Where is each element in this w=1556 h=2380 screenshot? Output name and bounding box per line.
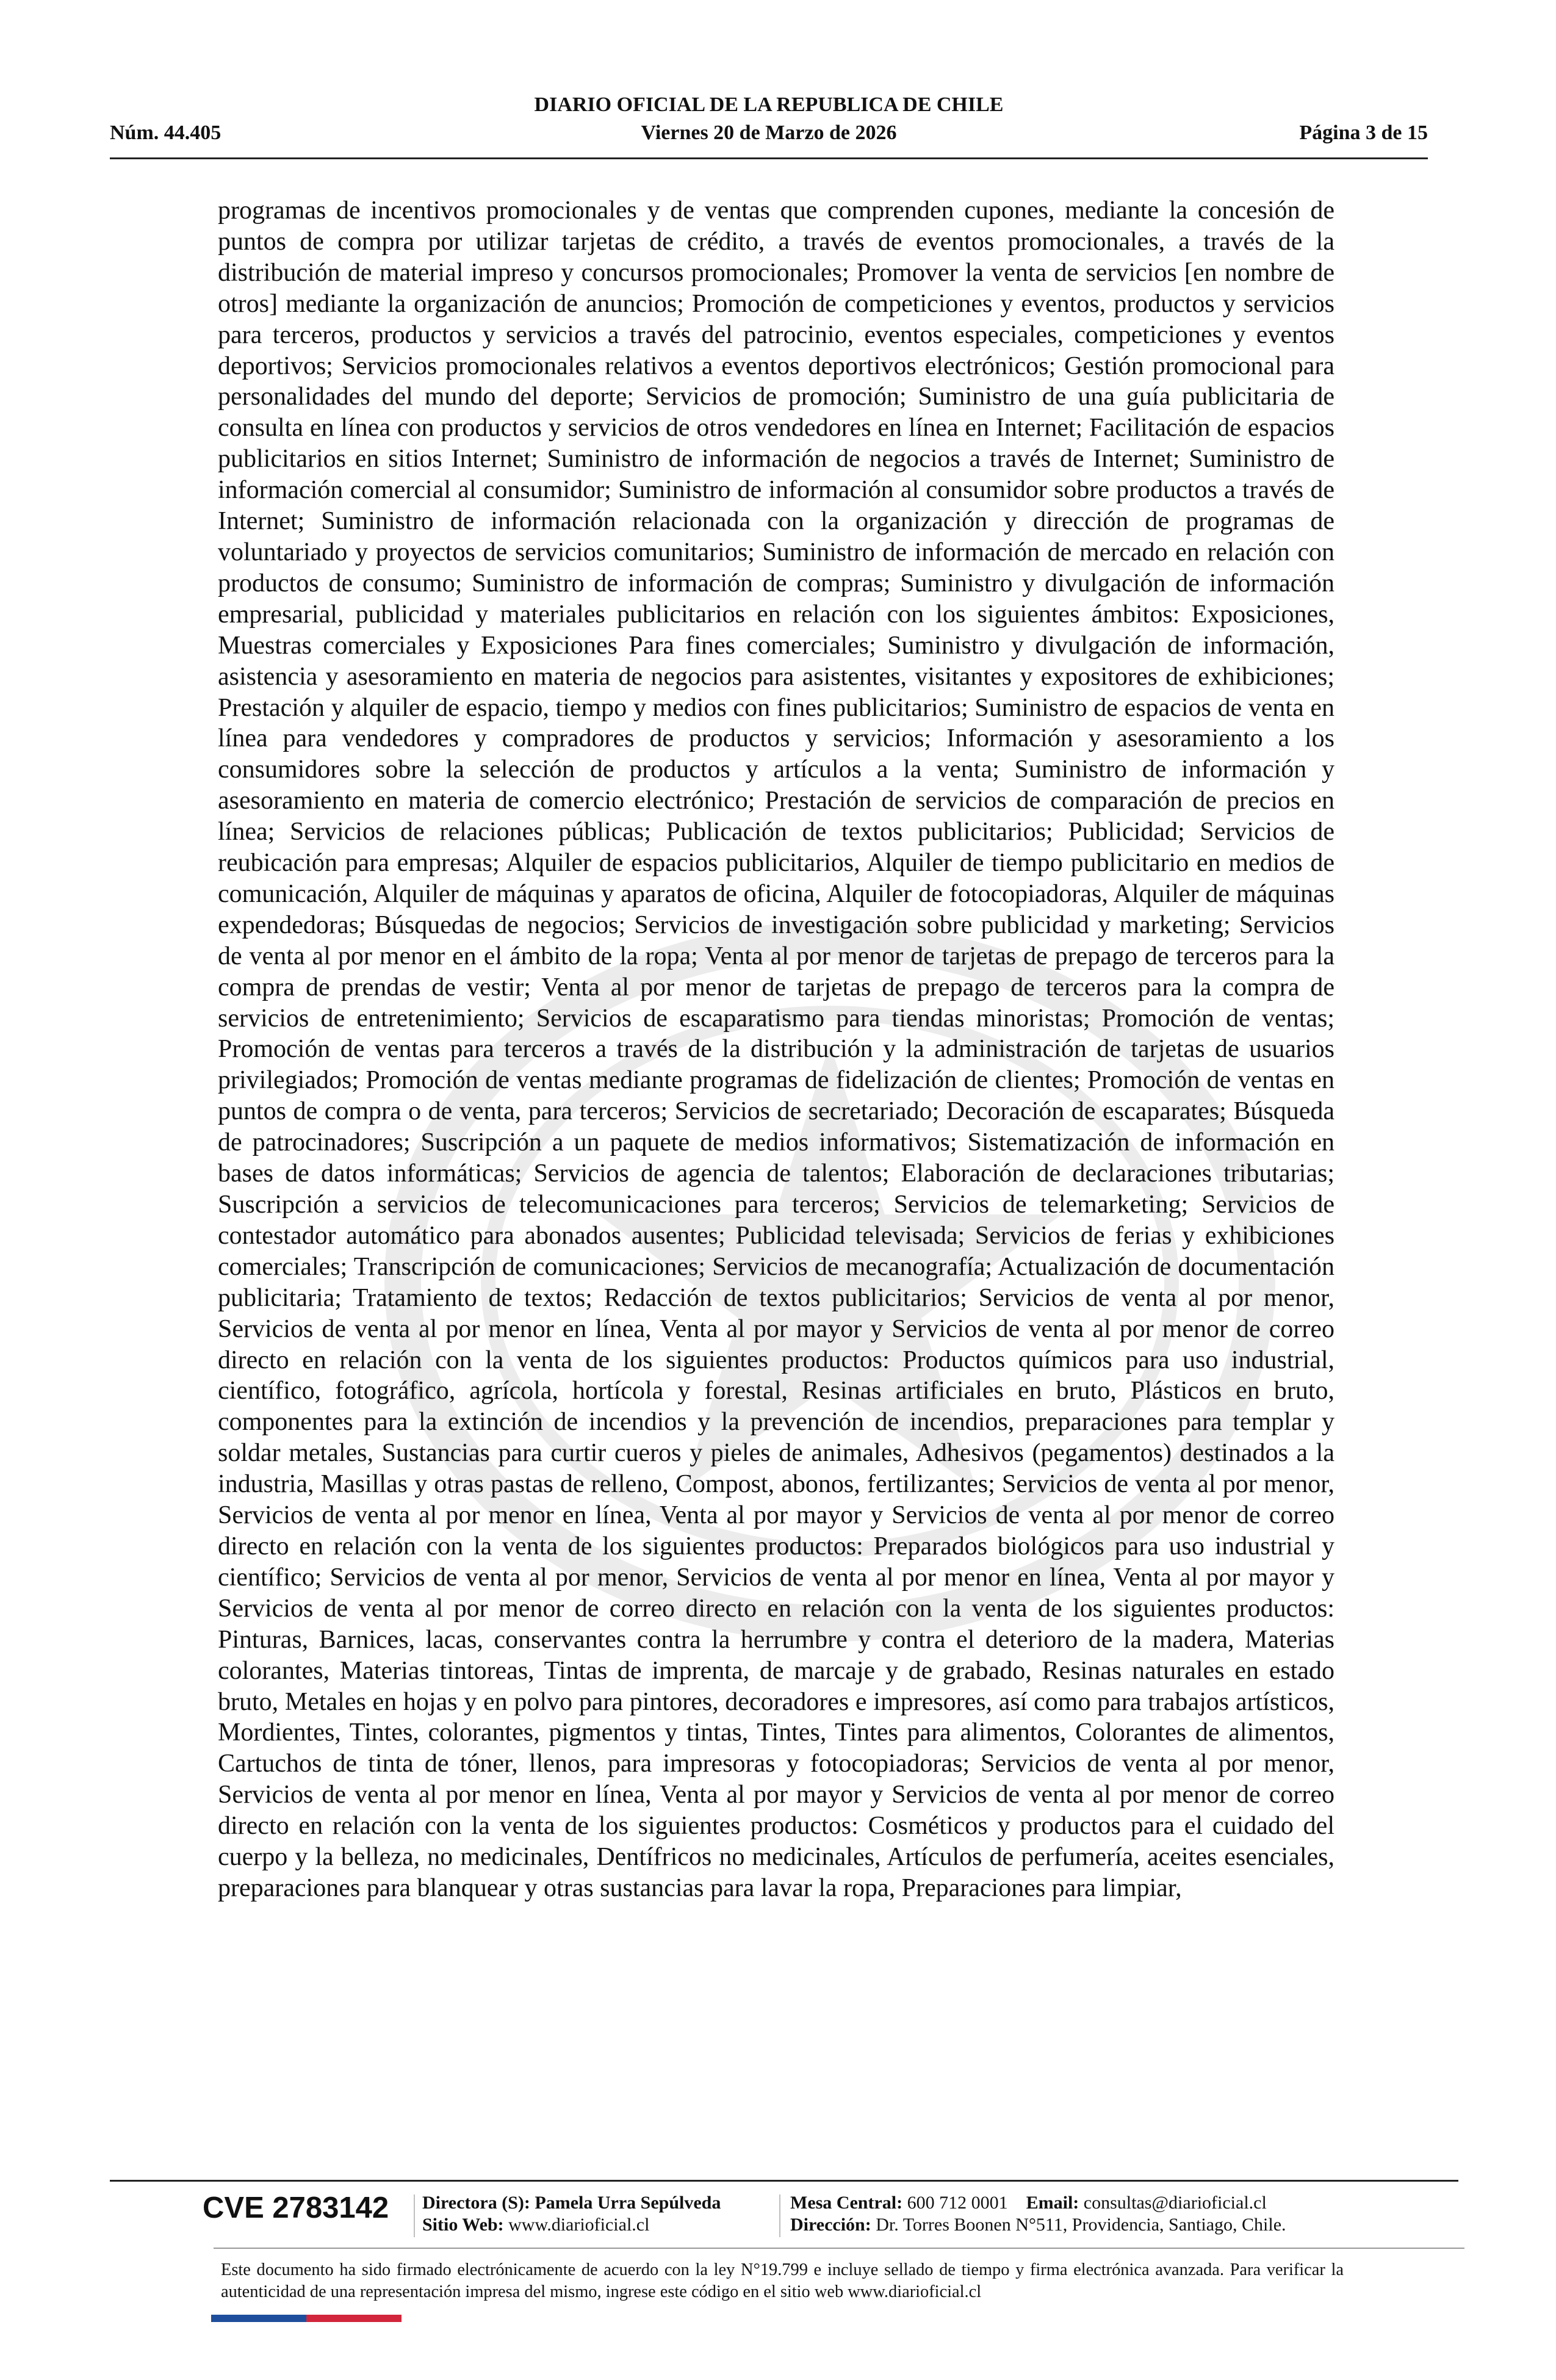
cve-code: CVE 2783142 bbox=[203, 2191, 389, 2224]
header-divider bbox=[110, 157, 1428, 159]
body-paragraph: programas de incentivos promocionales y de ventas que comprenden cupones, mediante la concesión de puntos de compra por utilizar tarjetas de crédito, a través de eventos promocionales, a través de la distribución de material impreso y concursos promocionales; Promover la venta de servicios [en nombre de otros] mediante la organización de anuncios; Promoción de competiciones y eventos, productos y servicios para terceros, productos y servicios a través del patrocinio, eventos especiales, competiciones y eventos deportivos; Servicios promocionales relativos a eventos deportivos electrónicos; Gestión promocional para personalidades del mundo del deporte; Servicios de promoción; Suministro de una guía publicitaria de consulta en línea con productos y servicios de otros vendedores en línea en Internet; Facilitación de espacios publicitarios en sitios Internet; Suministro de información de negocios a través de Internet; Suministro de información comercial al consumidor; Suministro de información al consumidor sobre productos a través de Internet; Suministro de información relacionada con la organización y dirección de programas de voluntariado y proyectos de servicios comunitarios; Suministro de información de mercado en relación con productos de consumo; Suministro de información de compras; Suministro y divulgación de información empresarial, publicidad y materiales publicitarios en relación con los siguientes ámbitos: Exposiciones, Muestras comerciales y Exposiciones Para fines comerciales; Suministro y divulgación de información, asistencia y asesoramiento en materia de negocios para asistentes, visitantes y expositores de exhibiciones; Prestación y alquiler de espacio, tiempo y medios con fines publicitarios; Suministro de espacios de venta en línea para vendedores y compradores de productos y servicios; Información y asesoramiento a los consumidores sobre la selección de productos y artículos a la venta; Suministro de información y asesoramiento en materia de comercio electrónico; Prestación de servicios de comparación de precios en línea; Servicios de relaciones públicas; Publicación de textos publicitarios; Publicidad; Servicios de reubicación para empresas; Alquiler de espacios publicitarios, Alquiler de tiempo publicitario en medios de comunicación, Alquiler de máquinas y aparatos de oficina, Alquiler de fotocopiadoras, Alquiler de máquinas expendedoras; Búsquedas de negocios; Servicios de investigación sobre publicidad y marketing; Servicios de venta al por menor en el ámbito de la ropa; Venta al por menor de tarjetas de prepago de terceros para la compra de prendas de vestir; Venta al por menor de tarjetas de prepago de terceros para la compra de servicios de entretenimiento; Servicios de escaparatismo para tiendas minoristas; Promoción de ventas; Promoción de ventas para terceros a través de la distribución y la administración de tarjetas de usuarios privilegiados; Promoción de ventas mediante programas de fidelización de clientes; Promoción de ventas en puntos de compra o de venta, para terceros; Servicios de secretariado; Decoración de escaparates; Búsqueda de patrocinadores; Suscripción a un paquete de medios informativos; Sistematización de información en bases de datos informáticas; Servicios de agencia de talentos; Elaboración de declaraciones tributarias; Suscripción a servicios de telecomunicaciones para terceros; Servicios de telemarketing; Servicios de contestador automático para abonados ausentes; Publicidad televisada; Servicios de ferias y exhibiciones comerciales; Transcripción de comunicaciones; Servicios de mecanografía; Actualización de documentación publicitaria; Tratamiento de textos; Redacción de textos publicitarios; Servicios de venta al por menor, Servicios de venta al por menor en línea, Venta al por mayor y Servicios de venta al por menor de correo directo en relación con la venta de los siguientes productos: Productos químicos para uso industrial, científico, fotográfico, agrícola, hortícola y forestal, Resinas artificiales en bruto, Plásticos en bruto, componentes para la extinción de incendios y la prevención de incendios, preparaciones para templar y soldar metales, Sustancias para curtir cueros y pieles de animales, Adhesivos (pegamentos) destinados a la industria, Masillas y otras pastas de relleno, Compost, abonos, fertilizantes; Servicios de venta al por menor, Servicios de venta al por menor en línea, Venta al por mayor y Servicios de venta al por menor de correo directo en relación con la venta de los siguientes productos: Preparados biológicos para uso industrial y científico; Servicios de venta al por menor, Servicios de venta al por menor en línea, Venta al por mayor y Servicios de venta al por menor de correo directo en relación con la venta de los siguientes productos: Pinturas, Barnices, lacas, conservantes contra la herrumbre y contra el deterioro de la madera, Materias colorantes, Materias tintoreas, Tintas de imprenta, de marcaje y de grabado, Resinas naturales en estado bruto, Metales en hojas y en polvo para pintores, decoradores e impresores, así como para trabajos artísticos, Mordientes, Tintes, colorantes, pigmentos y tintas, Tintes, Tintes para alimentos, Colorantes de alimentos, Cartuchos de tinta de tóner, llenos, para impresoras y fotocopiadoras; Servicios de venta al por menor, Servicios de venta al por menor en línea, Venta al por mayor y Servicios de venta al por menor de correo directo en relación con la venta de los siguientes productos: Cosméticos y productos para el cuidado del cuerpo y la belleza, no medicinales, Dentífricos no medicinales, Artículos de perfumería, aceites esenciales, preparaciones para blanquear y otras sustancias para lavar la ropa, Preparaciones para limpiar, bbox=[218, 197, 1334, 1902]
address-text: Dr. Torres Boonen N°511, Providencia, Santiago, Chile. bbox=[876, 2215, 1286, 2235]
email-label: Email: bbox=[1026, 2193, 1079, 2213]
masthead-title: DIARIO OFICIAL DE LA REPUBLICA DE CHILE bbox=[534, 93, 1004, 116]
phone-label: Mesa Central: bbox=[790, 2193, 903, 2213]
phone-number: 600 712 0001 bbox=[907, 2193, 1008, 2213]
director-name: Pamela Urra Sepúlveda bbox=[535, 2193, 721, 2213]
page-number: Página 3 de 15 bbox=[1299, 121, 1428, 144]
footer-contact-right bbox=[790, 2192, 1286, 2236]
footer-separator bbox=[779, 2194, 780, 2237]
legal-notice: Este documento ha sido firmado electrónicamente de acuerdo con la ley N°19.799 e incluye sellado de tiempo y firma electrónica avanzada. Para verificar la autenticidad de una representación impresa del mismo, ingrese este código en el sitio web www.diarioficial.cl bbox=[221, 2260, 1344, 2301]
legal-divider bbox=[214, 2248, 1464, 2249]
footer-separator bbox=[414, 2194, 415, 2237]
flag-stripe-red bbox=[306, 2315, 402, 2322]
website-label: Sitio Web: bbox=[422, 2215, 504, 2235]
flag-stripe-blue bbox=[211, 2315, 306, 2322]
director-label: Directora (S): bbox=[422, 2193, 530, 2213]
page-header bbox=[110, 92, 1428, 153]
footer-divider bbox=[110, 2180, 1458, 2182]
address-label: Dirección: bbox=[790, 2215, 871, 2235]
email-link[interactable]: consultas@diarioficial.cl bbox=[1083, 2193, 1267, 2213]
website-link[interactable]: www.diarioficial.cl bbox=[508, 2215, 650, 2235]
issue-number: Núm. 44.405 bbox=[110, 121, 222, 144]
issue-date: Viernes 20 de Marzo de 2026 bbox=[641, 121, 897, 144]
footer-contact-left bbox=[422, 2192, 721, 2236]
